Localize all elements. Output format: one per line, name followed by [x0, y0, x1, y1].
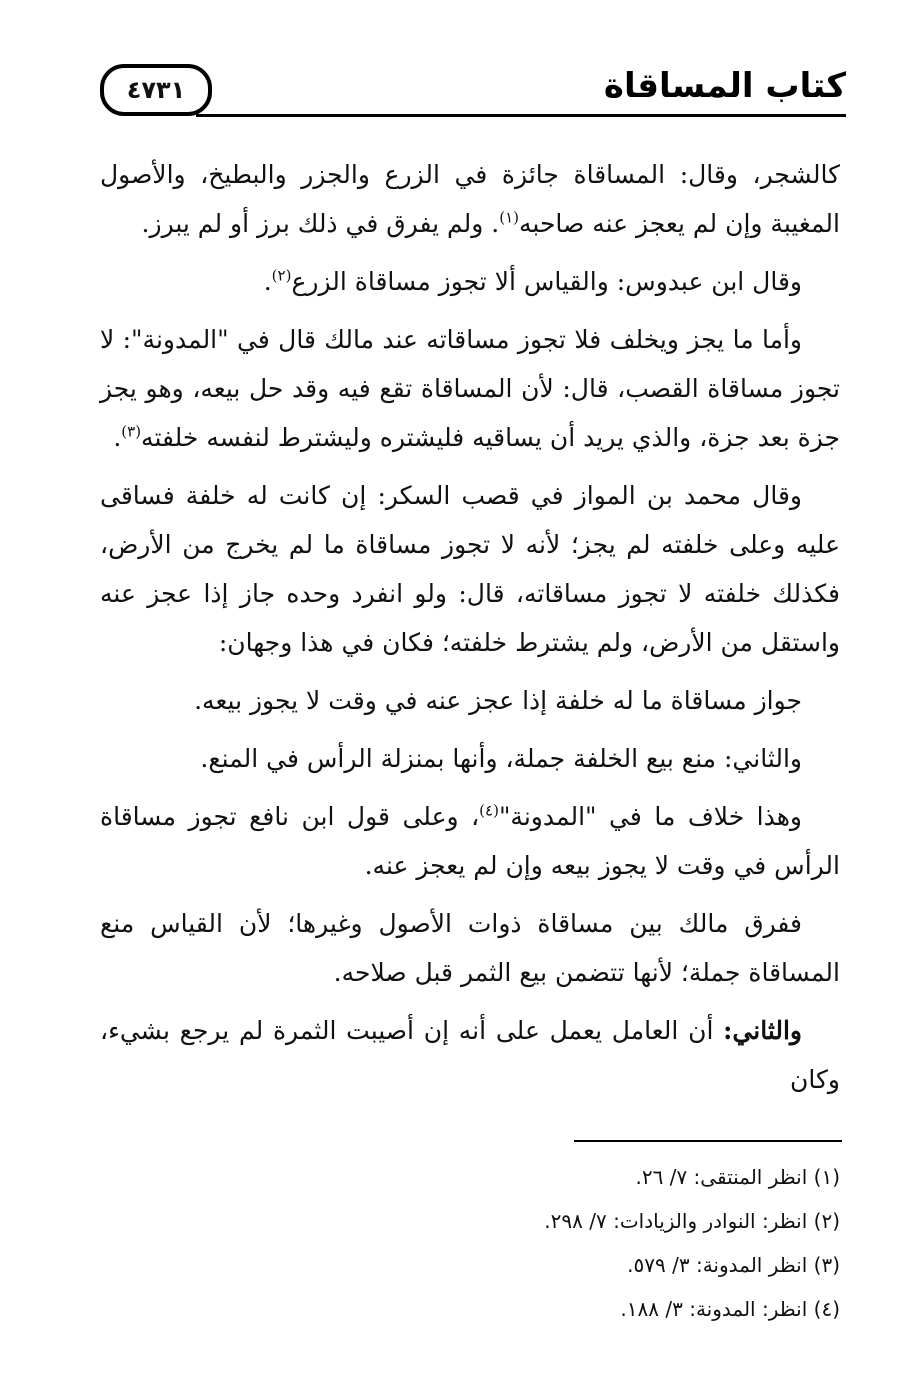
- paragraph: وهذا خلاف ما في "المدونة"$^{(٤)}$، وعلى قول ابن نافع تجوز مساقاة الرأس في وقت لا يجوز بيعه وإن لم يعجز عنه.: [100, 801, 840, 880]
- paragraph: جواز مساقاة ما له خلفة إذا عجز عنه في وقت لا يجوز بيعه.: [194, 686, 802, 715]
- header-rule: [196, 114, 846, 117]
- page-number-badge: [100, 64, 212, 116]
- footnote-ref: (٣): [121, 422, 142, 441]
- bold-lead: والثاني:: [723, 1016, 802, 1045]
- paragraph: كالشجر، وقال: المساقاة جائزة في الزرع والجزر والبطيخ، والأصول المغيبة وإن لم يعجز عنه صاحبه$^{(١)}$. ولم يفرق في ذلك برز أو لم يبرز.: [100, 160, 840, 238]
- footnote-ref: (٤): [479, 801, 499, 820]
- footnote-divider: [574, 1140, 842, 1142]
- footnotes: [100, 1160, 840, 1336]
- footnote: (٣) انظر المدونة: ٣/ ٥٧٩.: [627, 1253, 840, 1277]
- paragraph: والثاني: منع بيع الخلفة جملة، وأنها بمنزلة الرأس في المنع.: [200, 744, 802, 773]
- footnote: (٤) انظر: المدونة: ٣/ ١٨٨.: [620, 1297, 840, 1321]
- paragraph: وقال ابن عبدوس: والقياس ألا تجوز مساقاة الزرع$^{(٢)}$.: [263, 266, 802, 296]
- main-text: [100, 150, 840, 1113]
- paragraph: وأما ما يجز ويخلف فلا تجوز مساقاته عند مالك قال في "المدونة": لا تجوز مساقاة القصب، قال: لأن المساقاة تقع فيه وقد حل بيعه، وهو يجز جزة بعد جزة، والذي يريد أن يساقيه فليشتره وليشترط لنفسه خلفته$^{(٣)}$.: [100, 325, 840, 452]
- page-number: ٤٧٣١: [126, 76, 186, 104]
- page-header: [96, 52, 846, 122]
- footnote: (٢) انظر: النوادر والزيادات: ٧/ ٢٩٨.: [544, 1209, 840, 1233]
- book-title: كتاب المساقاة: [603, 66, 846, 106]
- paragraph: والثاني: أن العامل يعمل على أنه إن أصيبت الثمرة لم يرجع بشيء، وكان: [100, 1016, 840, 1094]
- footnote-ref: (١): [499, 208, 519, 227]
- footnote-ref: (٢): [271, 266, 292, 285]
- paragraph: وقال محمد بن المواز في قصب السكر: إن كانت له خلفة فساقى عليه وعلى خلفته لم يجز؛ لأنه لا تجوز مساقاة ما لم يخرج من الأرض، فكذلك خلفته لا تجوز مساقاته، قال: ولو انفرد وحده جاز إذا عجز عنه واستقل من الأرض، ولم يشترط خلفته؛ فكان في هذا وجهان:: [100, 481, 840, 657]
- footnote: (١) انظر المنتقى: ٧/ ٢٦.: [635, 1165, 840, 1189]
- paragraph: ففرق مالك بين مساقاة ذوات الأصول وغيرها؛ لأن القياس منع المساقاة جملة؛ لأنها تتضمن بيع الثمر قبل صلاحه.: [100, 909, 840, 987]
